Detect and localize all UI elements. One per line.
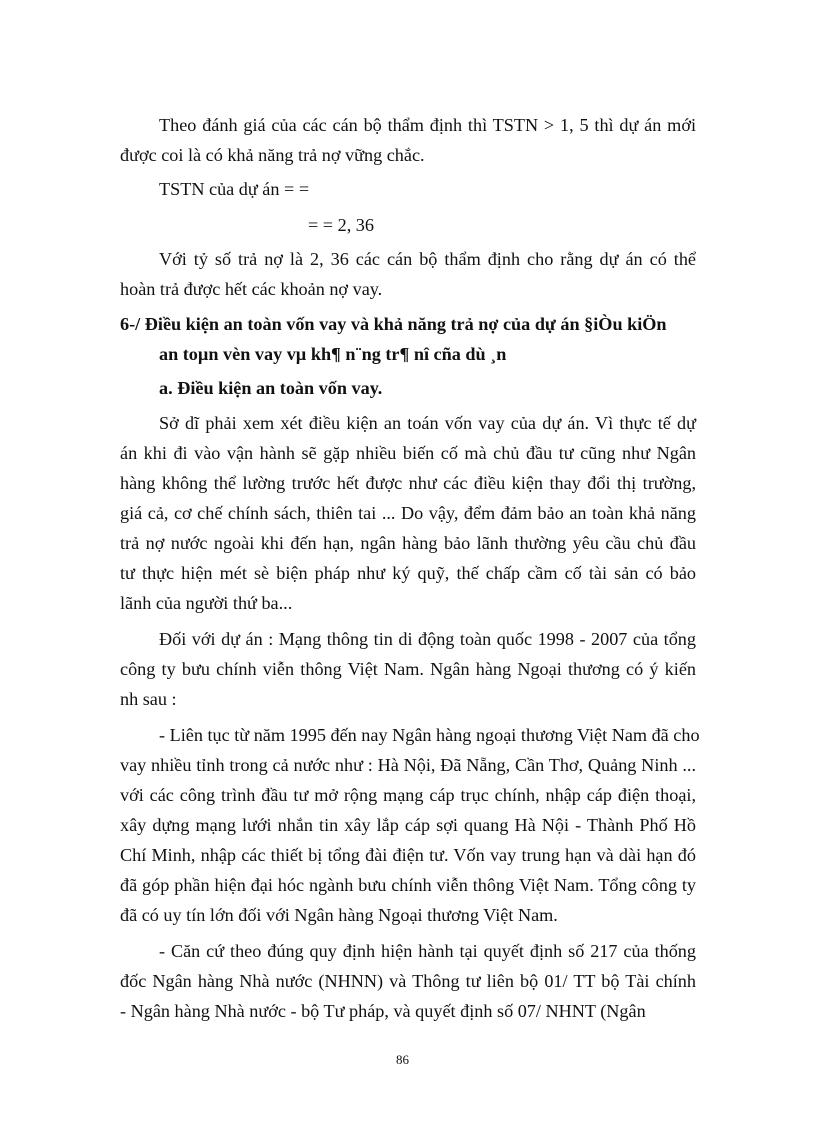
section-heading: 6-/ Điều kiện an toàn vốn vay và khả năng trả nợ của dự án §iÒu kiÖn <box>120 314 667 334</box>
paragraph-line: tư thực hiện mét sè biện pháp như ký quỹ, thế chấp cầm cố tài sản có bảo <box>120 563 696 583</box>
page-number: 86 <box>396 1052 409 1067</box>
paragraph-line: công ty bưu chính viễn thông Việt Nam. Ngân hàng Ngoại thương có ý kiến <box>120 659 696 679</box>
paragraph-line: lãnh của người thứ ba... <box>120 593 293 613</box>
paragraph-line: - Ngân hàng Nhà nước - bộ Tư pháp, và quyết định số 07/ NHNT (Ngân <box>120 1001 646 1021</box>
paragraph-line: vay nhiều tỉnh trong cả nước như : Hà Nội, Đã Nẵng, Cần Thơ, Quảng Ninh ... <box>120 755 696 775</box>
paragraph-line: Chí Minh, nhập các thiết bị tổng đài điện tư. Vốn vay trung hạn và dài hạn đó <box>120 845 696 865</box>
section-heading: an toµn vèn vay vµ kh¶ n¨ng tr¶ nî cña dù ¸n <box>159 344 507 364</box>
formula-line: TSTN của dự án = = <box>159 179 310 199</box>
paragraph-line: Theo đánh giá của các cán bộ thẩm định thì TSTN > 1, 5 thì dự án mới <box>159 115 696 135</box>
paragraph-line: Đối với dự án : Mạng thông tin di động toàn quốc 1998 - 2007 của tổng <box>159 629 696 649</box>
paragraph-line: nh sau : <box>120 689 177 709</box>
paragraph-line: giá cả, cơ chế chính sách, thiên tai ... Do vậy, đểm đảm bảo an toàn khả năng <box>120 503 696 523</box>
paragraph-line: đã có uy tín lớn đối với Ngân hàng Ngoại thương Việt Nam. <box>120 905 558 925</box>
paragraph-line: - Căn cứ theo đúng quy định hiện hành tại quyết định số 217 của thống <box>159 941 696 961</box>
subsection-heading: a. Điều kiện an toàn vốn vay. <box>159 378 383 398</box>
formula-result: = = 2, 36 <box>308 215 374 235</box>
paragraph-line: Sở dĩ phải xem xét điều kiện an toán vốn vay của dự án. Vì thực tế dự <box>159 413 696 433</box>
paragraph-line: hàng không thể lường trước hết được như các điều kiện thay đổi thị trường, <box>120 473 696 493</box>
paragraph-line: Với tỷ số trả nợ là 2, 36 các cán bộ thẩm định cho rằng dự án có thể <box>159 249 696 269</box>
paragraph-line: xây dựng mạng lưới nhắn tin xây lắp cáp sợi quang Hà Nội - Thành Phố Hồ <box>120 815 696 835</box>
paragraph-line: trả nợ nước ngoài khi đến hạn, ngân hàng bảo lãnh thường yêu cầu chủ đầu <box>120 533 696 553</box>
paragraph-line: án khi đi vào vận hành sẽ gặp nhiều biến cố mà chủ đầu tư cũng như Ngân <box>120 443 696 463</box>
paragraph-line: đốc Ngân hàng Nhà nước (NHNN) và Thông tư liên bộ 01/ TT bộ Tài chính <box>120 971 696 991</box>
paragraph-line: với các công trình đầu tư mở rộng mạng cáp trục chính, nhập cáp điện thoại, <box>120 785 696 805</box>
paragraph-line: hoàn trả được hết các khoản nợ vay. <box>120 279 383 299</box>
paragraph-line: - Liên tục từ năm 1995 đến nay Ngân hàng ngoại thương Việt Nam đã cho <box>159 725 700 745</box>
paragraph-line: được coi là có khả năng trả nợ vững chắc. <box>120 145 425 165</box>
paragraph-line: đã góp phần hiện đại hóc ngành bưu chính viễn thông Việt Nam. Tổng công ty <box>120 875 696 895</box>
